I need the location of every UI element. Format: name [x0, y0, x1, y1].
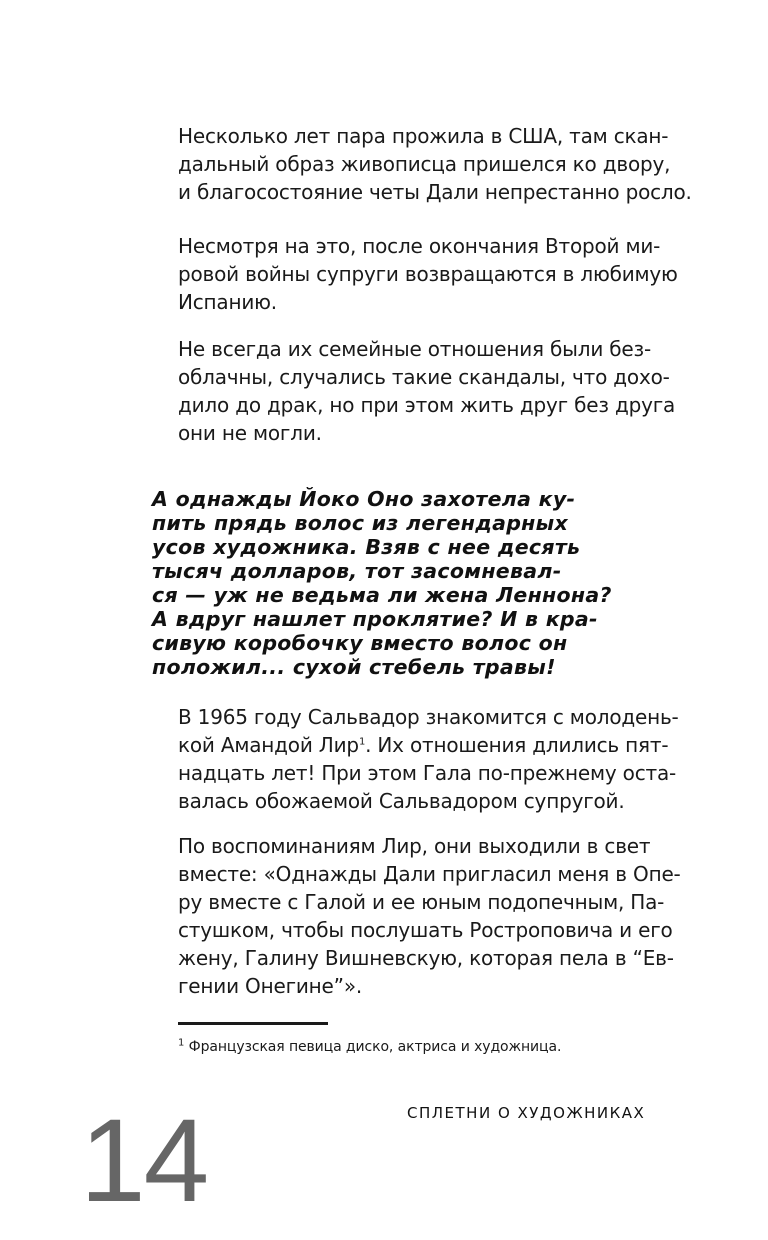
- quote-line: усов художника. Взяв с нее десять: [152, 535, 581, 559]
- body-line: и благосостояние четы Дали непрестанно росло.: [178, 180, 692, 204]
- page-number: 14: [80, 1095, 208, 1227]
- body-line: валась обожаемой Сальвадором супругой.: [178, 789, 625, 813]
- body-line: Несмотря на это, после окончания Второй ми-: [178, 234, 661, 258]
- body-line: дило до драк, но при этом жить друг без друга: [178, 393, 676, 417]
- body-line: дальный образ живописца пришелся ко двору,: [178, 152, 671, 176]
- quote-line: ся — уж не ведьма ли жена Леннона?: [152, 583, 612, 607]
- body-line: вместе: «Однажды Дали пригласил меня в Опе-: [178, 862, 681, 886]
- section-title: СПЛЕТНИ О ХУДОЖНИКАХ: [407, 1104, 646, 1122]
- quote-line: пить прядь волос из легендарных: [152, 511, 569, 535]
- body-line: ровой войны супруги возвращаются в любимую: [178, 262, 678, 286]
- body-line: облачны, случались такие скандалы, что дохо-: [178, 365, 670, 389]
- quote-line: А вдруг нашлет проклятие? И в кра-: [152, 607, 598, 631]
- footnote-divider: [178, 1022, 328, 1025]
- body-text-segment: кой Амандой Лир: [178, 733, 359, 757]
- body-line: Испанию.: [178, 290, 277, 314]
- footnote-mark: 1: [178, 1037, 185, 1049]
- footnote-text: Французская певица диско, актриса и художница.: [184, 1039, 562, 1055]
- footnote-reference[interactable]: 1: [358, 736, 366, 748]
- body-line: надцать лет! При этом Гала по-прежнему оста-: [178, 761, 677, 785]
- body-line: ру вместе с Галой и ее юным подопечным, Па-: [178, 890, 665, 914]
- quote-line: А однажды Йоко Оно захотела ку-: [152, 487, 576, 511]
- body-line: В 1965 году Сальвадор знакомится с молодень-: [178, 705, 679, 729]
- quote-line: положил... сухой стебель травы!: [152, 655, 556, 679]
- body-line: стушком, чтобы послушать Ростроповича и его: [178, 918, 673, 942]
- body-text-segment: . Их отношения длились пят-: [365, 733, 669, 757]
- body-line: они не могли.: [178, 421, 322, 445]
- body-line: Несколько лет пара прожила в США, там скан-: [178, 124, 669, 148]
- body-line: Не всегда их семейные отношения были без-: [178, 337, 651, 361]
- body-line: [178, 733, 668, 757]
- body-line: гении Онегине”».: [178, 974, 363, 998]
- quote-line: сивую коробочку вместо волос он: [152, 631, 568, 655]
- body-line: По воспоминаниям Лир, они выходили в свет: [178, 834, 651, 858]
- body-line: жену, Галину Вишневскую, которая пела в “Ев-: [178, 946, 674, 970]
- footnote: [178, 1039, 561, 1055]
- quote-line: тысяч долларов, тот засомневал-: [152, 559, 562, 583]
